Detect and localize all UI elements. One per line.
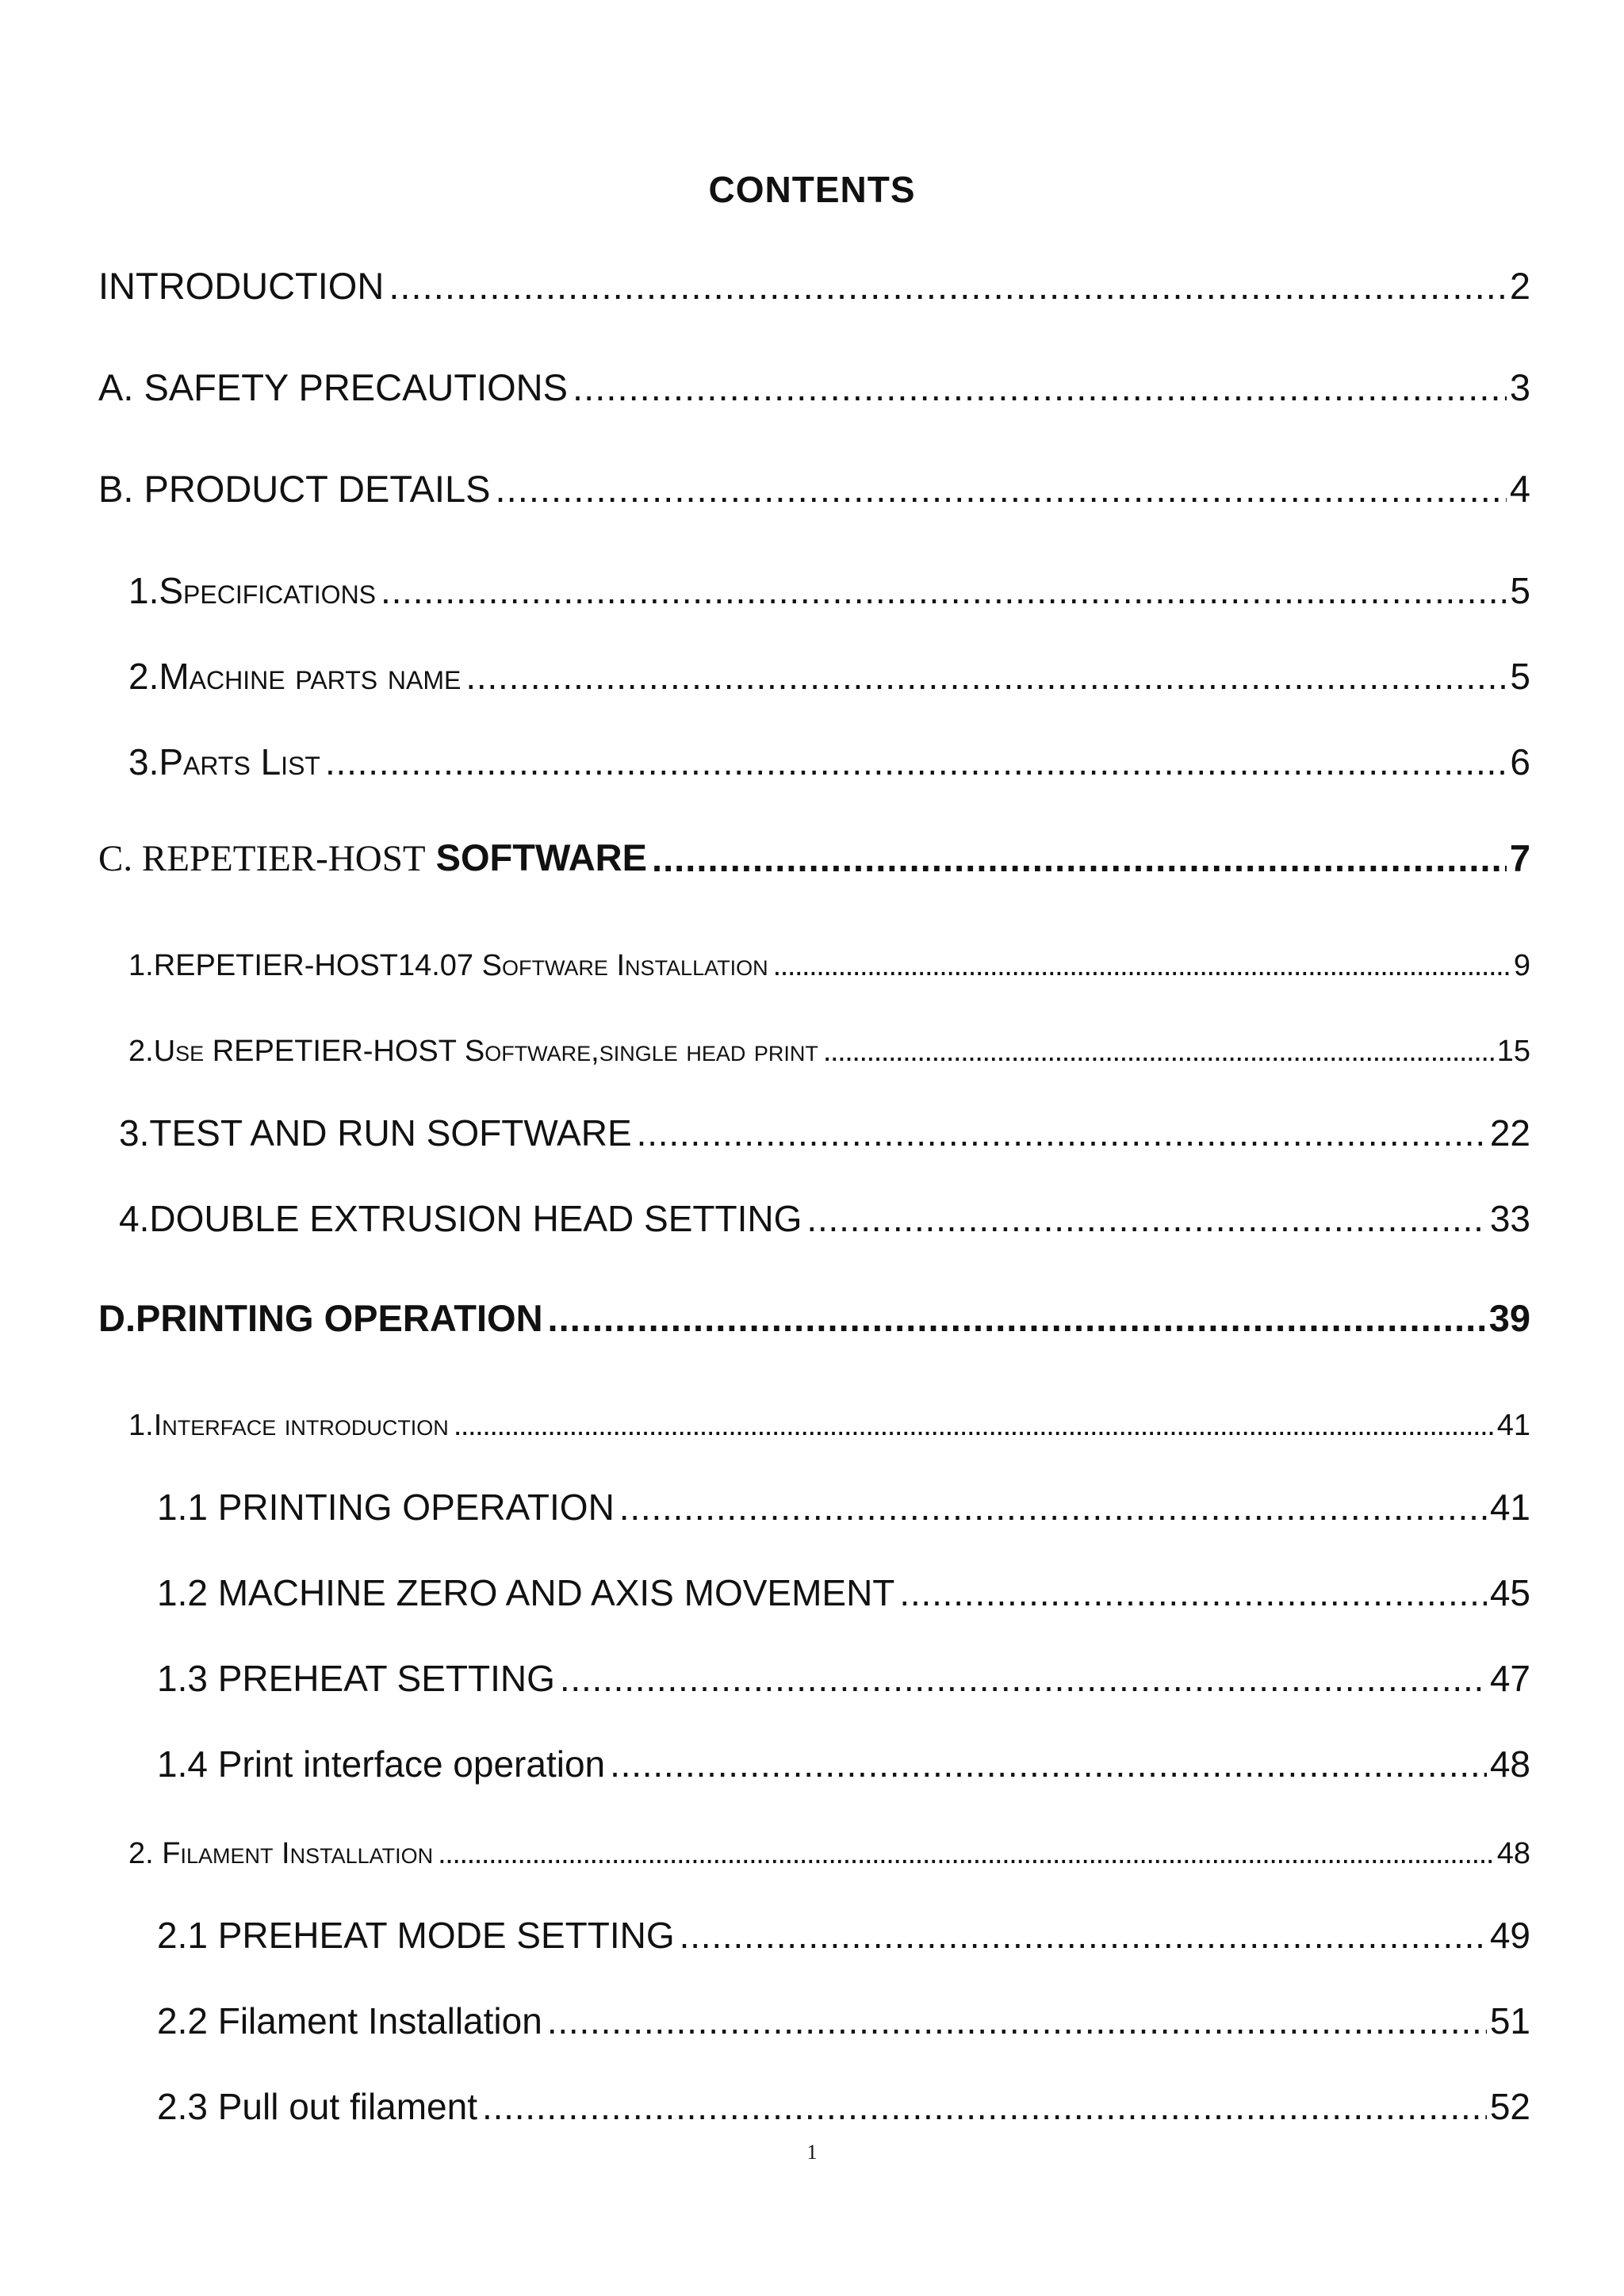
- toc-entry-label: [128, 1035, 823, 1069]
- toc-entry-safety-precautions[interactable]: [98, 354, 1530, 409]
- toc-entry-1-3-preheat-setting[interactable]: [157, 1644, 1530, 1700]
- toc-entry-label: B. PRODUCT DETAILS: [98, 467, 495, 511]
- page-number: 1: [806, 2141, 818, 2164]
- toc-entry-label: 1.1 PRINTING OPERATION: [157, 1486, 619, 1529]
- dot-leader: [610, 1743, 1487, 1785]
- dot-leader: [806, 1197, 1486, 1240]
- toc-entry-label-suffix: Software,single head print: [464, 1035, 818, 1068]
- toc-entry-use-repetier-host[interactable]: [128, 1013, 1530, 1069]
- dot-leader: [773, 949, 1511, 983]
- toc-entry-machine-parts-name[interactable]: [128, 642, 1530, 698]
- toc-entry-label: 2.3 Pull out filament: [157, 2085, 482, 2128]
- toc-entry-filament-installation[interactable]: [128, 1816, 1530, 1871]
- toc-entry-page: 45: [1487, 1571, 1530, 1614]
- toc-entry-page: 33: [1487, 1197, 1530, 1240]
- toc-entry-page: 41: [1487, 1486, 1530, 1529]
- toc-entry-label-prefix: 1.REPETIER-HOST14.07: [128, 949, 474, 982]
- toc-entry-product-details[interactable]: [98, 455, 1530, 511]
- dot-leader: [325, 740, 1507, 783]
- toc-entry-page: 52: [1487, 2085, 1530, 2128]
- toc-entry-interface-introduction[interactable]: [128, 1387, 1530, 1443]
- toc-entry-repetier-host-software[interactable]: [98, 825, 1530, 880]
- toc-entry-2-2-filament-installation[interactable]: [157, 1987, 1530, 2042]
- dot-leader: [495, 467, 1506, 511]
- toc-entry-printing-operation[interactable]: [98, 1284, 1530, 1340]
- toc-entry-label-mid: REPETIER-HOST: [212, 1035, 457, 1068]
- toc-entry-page: 41: [1494, 1409, 1530, 1443]
- toc-entry-page: 7: [1507, 836, 1530, 880]
- toc-entry-page: 48: [1494, 1837, 1530, 1871]
- toc-entry-label: [98, 836, 652, 880]
- toc-entry-label: A. SAFETY PRECAUTIONS: [98, 365, 573, 409]
- dot-leader: [823, 1035, 1494, 1069]
- toc-entry-page: 15: [1494, 1035, 1530, 1069]
- toc-entry-page: 39: [1486, 1296, 1530, 1340]
- toc-entry-specifications[interactable]: [128, 557, 1530, 612]
- dot-leader: [680, 1914, 1487, 1957]
- toc-entry-label: 1.3 PREHEAT SETTING: [157, 1657, 560, 1700]
- toc-entry-double-extrusion-head-setting[interactable]: [119, 1184, 1530, 1240]
- toc-entry-label-prefix: C. REPETIER-HOST: [98, 838, 426, 879]
- toc-entry-label: 3.Parts List: [128, 740, 325, 783]
- dot-leader: [547, 1999, 1487, 2042]
- toc-entry-introduction[interactable]: [98, 252, 1530, 308]
- toc-entry-page: 9: [1511, 949, 1530, 983]
- dot-leader: [899, 1571, 1486, 1614]
- toc-entry-page: 2: [1507, 264, 1530, 308]
- toc-entry-software-installation[interactable]: [128, 928, 1530, 983]
- toc-entry-page: 51: [1487, 1999, 1530, 2042]
- toc-entry-label-suffix: Software Installation: [481, 949, 768, 982]
- toc-entry-label: 1.Specifications: [128, 569, 381, 612]
- toc-entry-label-prefix: 2.Use: [128, 1035, 205, 1068]
- toc-entry-2-3-pull-out-filament[interactable]: [157, 2072, 1530, 2128]
- dot-leader: [438, 1837, 1494, 1871]
- dot-leader: [482, 2085, 1487, 2128]
- dot-leader: [548, 1296, 1486, 1340]
- toc-entry-page: 4: [1507, 467, 1530, 511]
- toc-entry-label: 2. Filament Installation: [128, 1837, 438, 1871]
- toc-entry-label: 1.4 Print interface operation: [157, 1743, 610, 1785]
- dot-leader: [389, 264, 1507, 308]
- toc-entry-label: 1.2 MACHINE ZERO AND AXIS MOVEMENT: [157, 1571, 899, 1614]
- toc-entry-page: 47: [1487, 1657, 1530, 1700]
- toc-entry-label: 3.TEST AND RUN SOFTWARE: [119, 1112, 637, 1154]
- toc-entry-page: 22: [1487, 1112, 1530, 1154]
- dot-leader: [573, 365, 1507, 409]
- toc-entry-label: INTRODUCTION: [98, 264, 389, 308]
- toc-entry-label: 2.2 Filament Installation: [157, 1999, 547, 2042]
- toc-entry-test-and-run-software[interactable]: [119, 1099, 1530, 1154]
- dot-leader: [465, 655, 1507, 698]
- toc-entry-label: D.PRINTING OPERATION: [98, 1296, 548, 1340]
- toc-entry-label: 2.1 PREHEAT MODE SETTING: [157, 1914, 680, 1957]
- dot-leader: [652, 836, 1507, 880]
- toc-entry-label: 4.DOUBLE EXTRUSION HEAD SETTING: [119, 1197, 806, 1240]
- dot-leader: [560, 1657, 1487, 1700]
- page-title: CONTENTS: [708, 169, 916, 210]
- toc-entry-label: [128, 949, 773, 983]
- toc-entry-label: 2.Machine parts name: [128, 655, 465, 698]
- dot-leader: [637, 1112, 1487, 1154]
- toc-entry-1-1-printing-operation[interactable]: [157, 1473, 1530, 1529]
- toc-entry-page: 48: [1487, 1743, 1530, 1785]
- dot-leader: [619, 1486, 1487, 1529]
- toc-entry-page: 49: [1487, 1914, 1530, 1957]
- toc-entry-page: 6: [1507, 740, 1530, 783]
- toc-entry-1-2-machine-zero[interactable]: [157, 1559, 1530, 1614]
- toc-entry-page: 5: [1507, 569, 1530, 612]
- toc-entry-1-4-print-interface[interactable]: [157, 1730, 1530, 1785]
- toc-entry-page: 5: [1507, 655, 1530, 698]
- toc-entry-label-suffix: SOFTWARE: [435, 836, 647, 878]
- toc-entry-label: 1.Interface introduction: [128, 1409, 454, 1443]
- dot-leader: [454, 1409, 1494, 1443]
- toc-entry-2-1-preheat-mode[interactable]: [157, 1901, 1530, 1957]
- toc-entry-page: 3: [1507, 365, 1530, 409]
- dot-leader: [381, 569, 1507, 612]
- toc-entry-parts-list[interactable]: [128, 728, 1530, 783]
